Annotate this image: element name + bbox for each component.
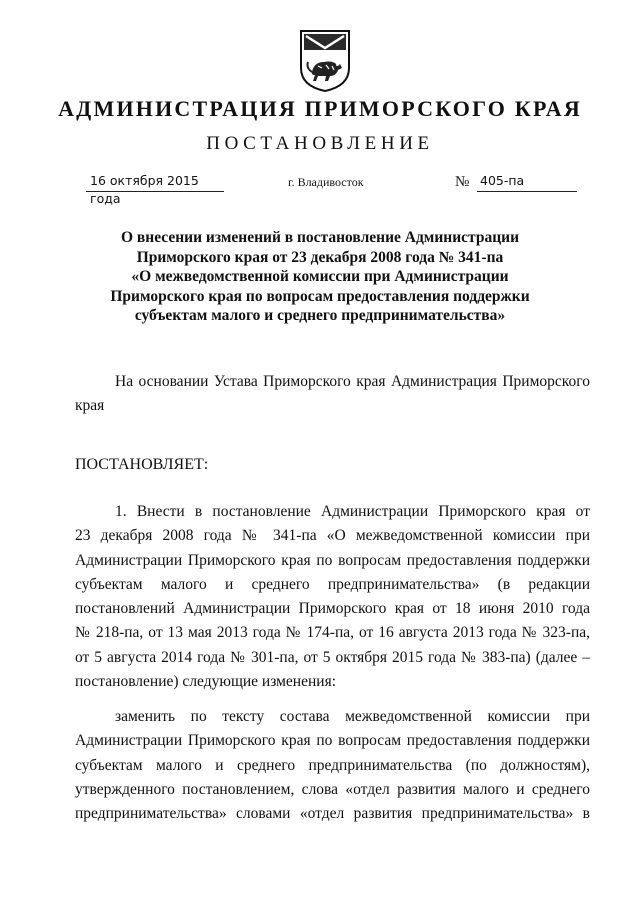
paragraph-line: Администрации Приморского края по вопросам предоставления поддержки bbox=[75, 732, 590, 750]
paragraph-line: заменить по тексту состава межведомственной комиссии при bbox=[115, 708, 590, 725]
document-meta-row bbox=[0, 172, 640, 206]
paragraph-line: 23 декабря 2008 года № 341-па «О межведомственной комиссии при bbox=[75, 527, 590, 545]
clause-2-paragraph bbox=[75, 705, 590, 826]
paragraph-line: субъектам малого и среднего предпринимательства (по должностям), bbox=[75, 756, 590, 774]
document-city: г. Владивосток bbox=[288, 175, 364, 189]
paragraph-line: № 218-па, от 13 мая 2013 года № 174-па, от 16 августа 2013 года № 323-па, bbox=[75, 624, 590, 642]
paragraph-line: Администрации Приморского края по вопросам предоставления поддержки bbox=[75, 551, 590, 569]
organization-title: АДМИНИСТРАЦИЯ ПРИМОРСКОГО КРАЯ bbox=[58, 96, 582, 121]
paragraph-line: 1. Внести в постановление Администрации Приморского края от bbox=[115, 503, 590, 520]
document-number-field: 405-па bbox=[477, 172, 577, 192]
number-sign: № bbox=[455, 174, 470, 190]
subject-line: Приморского края по вопросам предоставления поддержки bbox=[110, 287, 530, 305]
paragraph-line: предпринимательства» словами «отдел развития предпринимательства» в bbox=[75, 805, 590, 823]
paragraph-line: постановление) следующие изменения: bbox=[75, 673, 337, 691]
paragraph-line: постановлений Администрации Приморского края от 18 июня 2010 года bbox=[75, 600, 590, 618]
subject-line: «О межведомственной комиссии при Администрации bbox=[131, 268, 509, 285]
document-date-field: 16 октября 2015 года bbox=[86, 172, 224, 192]
decree-word: ПОСТАНОВЛЯЕТ: bbox=[75, 456, 209, 473]
basis-paragraph bbox=[75, 370, 590, 419]
clause-1-paragraph bbox=[75, 500, 590, 694]
paragraph-line: края bbox=[75, 397, 105, 415]
subject-line: О внесении изменений в постановление Администрации bbox=[120, 229, 519, 246]
paragraph-line: субъектам малого и среднего предпринимательства» (в редакции bbox=[75, 575, 590, 593]
paragraph-line: от 5 августа 2014 года № 301-па, от 5 октября 2015 года № 383-па) (далее – bbox=[75, 648, 590, 666]
document-type-heading: ПОСТАНОВЛЕНИЕ bbox=[206, 133, 434, 154]
coat-of-arms-emblem bbox=[298, 28, 352, 94]
subject-line: субъектам малого и среднего предпринимательства» bbox=[134, 307, 506, 324]
paragraph-line: На основании Устава Приморского края Администрация Приморского bbox=[115, 373, 590, 390]
subject-line: Приморского края от 23 декабря 2008 года № 341-па bbox=[136, 248, 504, 266]
paragraph-line: утвержденного постановлением, слова «отдел развития малого и среднего bbox=[75, 780, 590, 798]
document-subject bbox=[0, 228, 640, 326]
